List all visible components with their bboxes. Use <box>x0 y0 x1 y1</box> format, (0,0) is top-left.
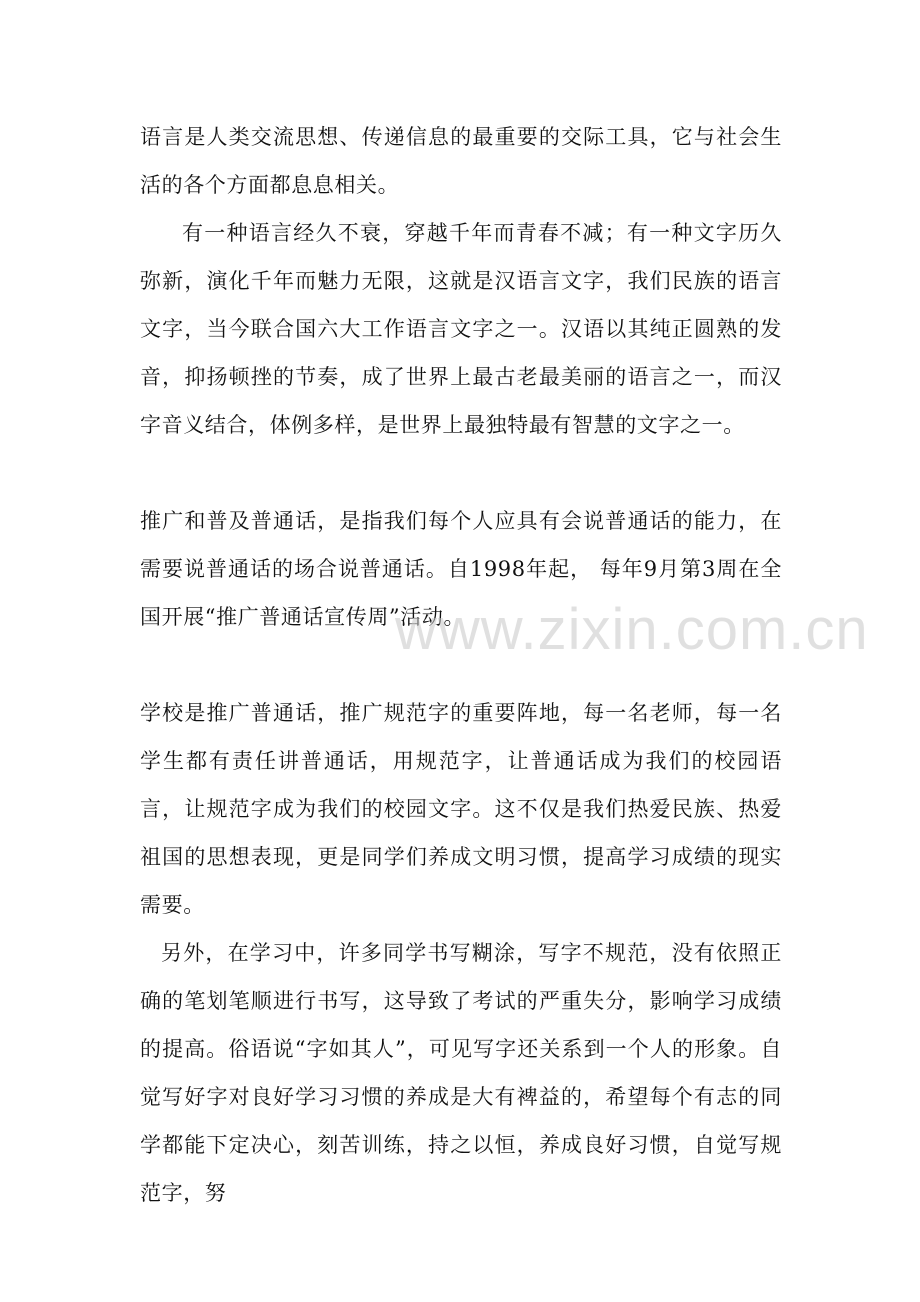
paragraph-chinese-language: 有一种语言经久不衰，穿越千年而青春不减；有一种文字历久弥新，演化千年而魅力无限，这就是汉语言文字，我们民族的语言文字，当今联合国六大工作语言文字之一。汉语以其纯正圆熟的发音，抑扬顿挫的节奏，成了世界上最古老最美丽的语言之一，而汉字音义结合，体例多样，是世界上最独特最有智慧的文字之一。 <box>140 221 782 437</box>
paragraph-handwriting: 另外，在学习中，许多同学书写糊涂，写字不规范，没有依照正确的笔划笔顺进行书写，这导致了考试的严重失分，影响学习成绩的提高。俗语说“字如其人”，可见写字还关系到一个人的形象。自觉写好字对良好学习习惯的养成是大有裨益的，希望每个有志的同学都能下定决心，刻苦训练，持之以恒，养成良好习惯，自觉写规范字，努 <box>140 941 782 1205</box>
paragraph-putonghua-promotion: 推广和普及普通话，是指我们每个人应具有会说普通话的能力，在需要说普通话的场合说普通话。自1998年起， 每年9月第3周在全国开展“推广普通话宣传周”活动。 <box>140 509 782 629</box>
paragraph-language-intro: 语言是人类交流思想、传递信息的最重要的交际工具，它与社会生活的各个方面都息息相关。 <box>140 125 782 197</box>
paragraph-school-role: 学校是推广普通话，推广规范字的重要阵地，每一名老师，每一名学生都有责任讲普通话，用规范字，让普通话成为我们的校园语言，让规范字成为我们的校园文字。这不仅是我们热爱民族、热爱祖国的思想表现，更是同学们养成文明习惯，提高学习成绩的现实需要。 <box>140 701 782 917</box>
watermark-text: www.zixin.com.cn <box>395 597 869 662</box>
